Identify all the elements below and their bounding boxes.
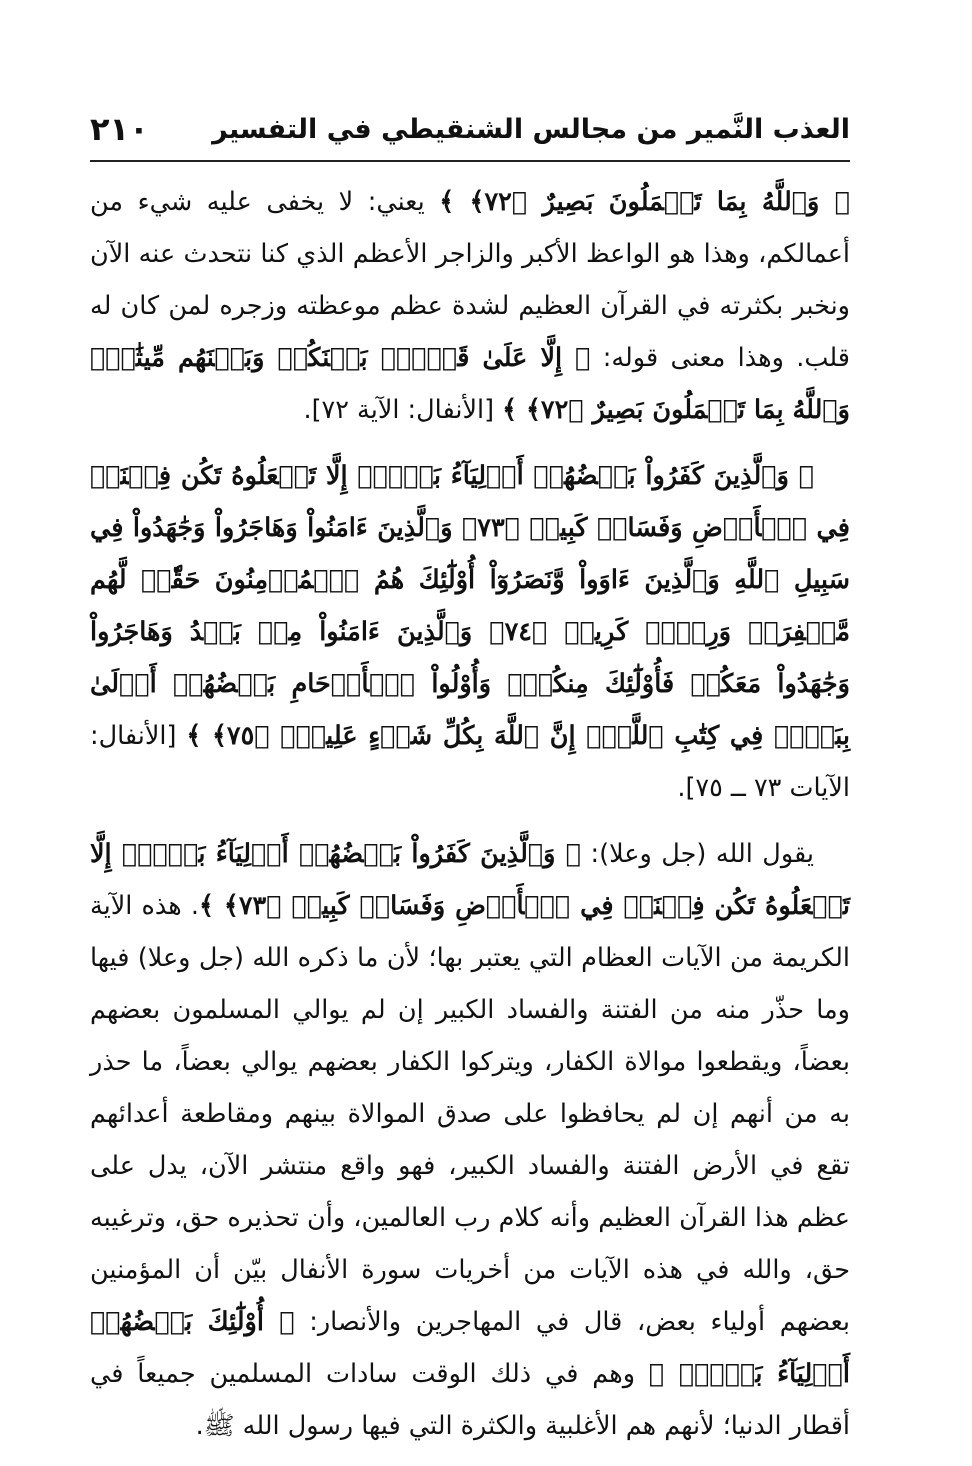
commentary-text: وهم في ذلك الوقت سادات المسلمين جميعاً في أقطار الدنيا؛ لأنهم هم الأغلبية والكثرة التي فيها رسول الله ﷺ. (90, 1359, 850, 1441)
quran-quote: ﴿ وَٱلَّذِينَ كَفَرُواْ بَعۡضُهُمۡ أَوۡلِيَآءُ بَعۡضٍۚ إِلَّا تَفۡعَلُوهُ تَكُن فِتۡنَةٞ فِي ٱلۡأَرۡضِ وَفَسَادٞ كَبِيرٞ ﴿٧٣﴾ ﴾ (90, 839, 851, 921)
page-header (90, 108, 850, 160)
commentary-text: . هذه الآية الكريمة من الآيات العظام التي يعتبر بها؛ لأن ما ذكره الله (جل وعلا) فيها وما حذّر منه من الفتنة والفساد الكبير إن لم يوالي المسلمون بعضهم بعضاً، ويقطعوا موالاة الكفار، ويتركوا الكفار بعضهم يوالي بعضاً، ما حذر به من أنهم إن لم يحافظوا على صدق الموالاة بينهم ومقاطعة أعدائهم تقع في الأرض الفتنة والفساد الكبير، فهو واقع منتشر الآن، يدل على عظم هذا القرآن العظيم وأنه كلام رب العالمين، وأن تحذيره حق، وترغيبه حق، والله في هذه الآيات من أخريات سورة الأنفال بيّن أن المؤمنين بعضهم أولياء بعض، قال في المهاجرين والأنصار: (90, 891, 850, 1337)
paragraph-3 (90, 828, 850, 1452)
page-body (90, 176, 850, 1466)
running-title: العذب النَّمير من مجالس الشنقيطي في التفسير (212, 114, 850, 145)
quran-quote: ﴿ وَٱللَّهُ بِمَا تَعۡمَلُونَ بَصِيرٌ ﴿٧٢﴾ ﴾ (439, 187, 850, 217)
commentary-text: يعني: لا يخفى عليه شيء من أعمالكم، وهذا هو الواعظ الأكبر والزاجر الأعظم الذي كنا نتحدث عنه الآن ونخبر بكثرته في القرآن العظيم لشدة عظم موعظته وزجره لمن كان له قلب. وهذا معنى قوله: (90, 187, 850, 373)
paragraph-2-verses (90, 450, 850, 814)
paragraph-1 (90, 176, 850, 436)
header-divider (90, 160, 850, 162)
page-number: ٢١٠ (90, 110, 149, 148)
quran-quote: ﴿ وَٱلَّذِينَ كَفَرُواْ بَعۡضُهُمۡ أَوۡلِيَآءُ بَعۡضٍۚ إِلَّا تَفۡعَلُوهُ تَكُن فِتۡنَةٞ فِي ٱلۡأَرۡضِ وَفَسَادٞ كَبِيرٞ ﴿٧٣﴾ وَٱلَّذِينَ ءَامَنُواْ وَهَاجَرُواْ وَجَٰهَدُواْ فِي سَبِيلِ ٱللَّهِ وَٱلَّذِينَ ءَاوَواْ وَّنَصَرُوٓاْ أُوْلَٰٓئِكَ هُمُ ٱلۡمُؤۡمِنُونَ حَقّٗاۚ لَّهُم مَّغۡفِرَةٞ وَرِزۡقٞ كَرِيمٞ ﴿٧٤﴾ وَٱلَّذِينَ ءَامَنُواْ مِنۢ بَعۡدُ وَهَاجَرُواْ وَجَٰهَدُواْ مَعَكُمۡ فَأُوْلَٰٓئِكَ مِنكُمۡۚ وَأُوْلُواْ ٱلۡأَرۡحَامِ بَعۡضُهُمۡ أَوۡلَىٰ بِبَعۡضٖ فِي كِتَٰبِ ٱللَّهِۚ إِنَّ ٱللَّهَ بِكُلِّ شَيۡءٍ عَلِيمُۢ ﴿٧٥﴾ ﴾ (90, 461, 850, 751)
quran-quote: ﴿ إِلَّا عَلَىٰ قَوۡمِۭ بَيۡنَكُمۡ وَبَيۡنَهُم مِّيثَٰقٌۗ وَٱللَّهُ بِمَا تَعۡمَلُونَ بَصِيرٌ ﴿٧٢﴾ ﴾ (90, 343, 850, 425)
verse-reference: [الأنفال: الآية ٧٢]. (303, 395, 503, 425)
commentary-text: يقول الله (جل وعلا): (581, 839, 814, 869)
verse-reference: [الأنفال: الآيات ٧٣ ــ ٧٥]. (90, 721, 850, 803)
quran-quote: ﴿ أُوْلَٰٓئِكَ بَعۡضُهُمۡ أَوۡلِيَآءُ بَعۡضٖۚ ﴾ (90, 1307, 850, 1389)
